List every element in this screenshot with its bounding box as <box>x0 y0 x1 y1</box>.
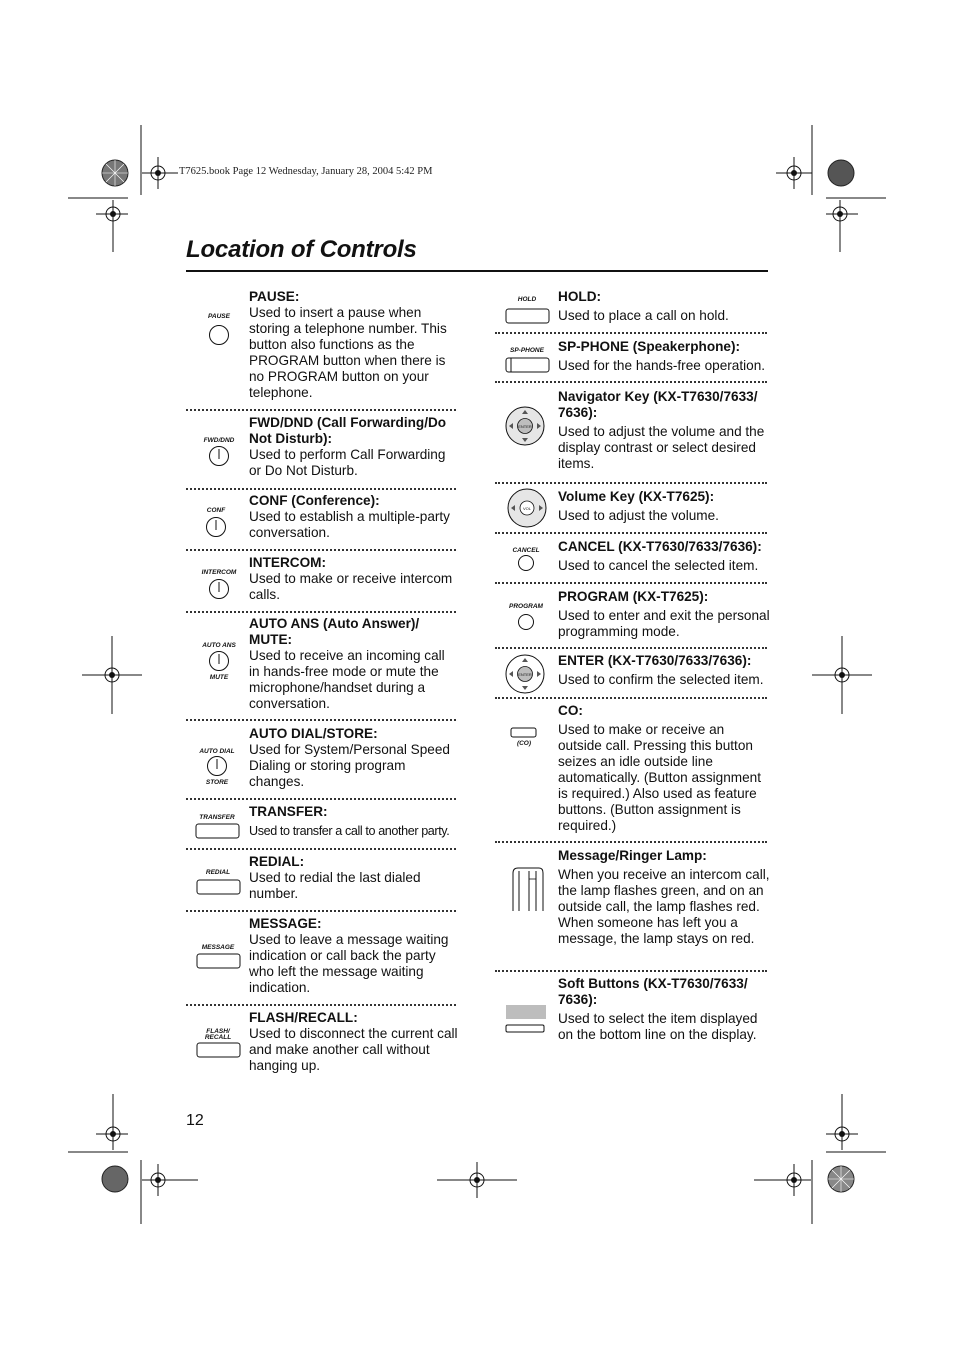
navigator-key-icon <box>505 406 549 450</box>
page-title: Location of Controls <box>186 236 417 263</box>
control-name: Volume Key (KX-T7625): <box>558 489 715 504</box>
control-description: Used to receive an incoming call in hands-free mode or mute the microphone/handset during a conversation. <box>249 648 445 711</box>
svg-text:ENTER: ENTER <box>518 672 532 677</box>
control-name: CONF (Conference): <box>249 493 380 508</box>
control-description: Used to establish a multiple-party conversation. <box>249 509 450 540</box>
title-rule <box>186 270 768 272</box>
svg-text:VOL: VOL <box>522 506 532 511</box>
control-name: TRANSFER: <box>249 804 328 819</box>
control-entry-message-ringer-lamp <box>495 847 770 965</box>
svg-text:MUTE: MUTE <box>209 674 229 681</box>
control-entry-intercom <box>186 554 458 610</box>
control-name: HOLD: <box>558 289 602 304</box>
control-name: PAUSE: <box>249 289 300 304</box>
control-description: Used for the hands-free operation. <box>558 358 766 373</box>
svg-text:PROGRAM: PROGRAM <box>509 603 543 610</box>
control-entry-volume-key <box>495 488 770 530</box>
control-name: Soft Buttons (KX-T7630/7633/ 7636): <box>558 976 748 1007</box>
svg-text:(CO): (CO) <box>516 740 532 747</box>
control-description: Used to redial the last dialed number. <box>249 870 421 901</box>
svg-text:CONF: CONF <box>206 507 226 514</box>
control-entry-fwd-dnd <box>186 414 458 484</box>
dotted-separator <box>495 381 767 383</box>
control-entry-sp-phone <box>495 338 770 380</box>
control-entry-message <box>186 915 458 1003</box>
message-button-icon <box>194 941 244 973</box>
control-description: When you receive an intercom call, the lamp flashes green, and on an outside call, the lamp flashes red. When someone has left you a message, the lamp stays on red. <box>558 867 770 946</box>
program-button-icon <box>505 600 549 634</box>
control-name: INTERCOM: <box>249 555 327 570</box>
dotted-separator <box>495 532 767 534</box>
control-name: REDIAL: <box>249 854 305 869</box>
dotted-separator <box>495 582 767 584</box>
control-entry-auto-dial-store <box>186 725 458 797</box>
control-entry-co <box>495 702 770 838</box>
svg-text:FLASH/: FLASH/ <box>206 1028 230 1035</box>
registration-crosshair-icon <box>776 155 816 191</box>
control-description: Used to leave a message waiting indication or call back the party who left the message waiting indication. <box>249 932 449 995</box>
auto-dial-store-button-icon <box>196 745 242 791</box>
dotted-separator <box>186 611 456 613</box>
svg-text:SP-PHONE: SP-PHONE <box>510 347 544 354</box>
svg-text:HOLD: HOLD <box>517 296 537 303</box>
registration-crosshair-icon <box>826 196 886 256</box>
redial-button-icon <box>194 866 244 898</box>
svg-text:AUTO DIAL: AUTO DIAL <box>199 748 235 755</box>
svg-text:REDIAL: REDIAL <box>205 869 231 876</box>
registration-crosshair-icon <box>140 155 180 191</box>
svg-text:CANCEL: CANCEL <box>512 547 540 554</box>
control-name: MESSAGE: <box>249 916 322 931</box>
control-entry-navigator-key <box>495 388 770 480</box>
dotted-separator <box>495 697 767 699</box>
registration-crosshair-icon <box>68 196 128 256</box>
color-registration-disc-icon <box>99 157 131 189</box>
control-description: Used to make or receive intercom calls. <box>249 571 453 602</box>
transfer-button-icon <box>194 811 244 843</box>
control-entry-auto-ans-mute <box>186 615 458 719</box>
dotted-separator <box>186 409 456 411</box>
control-description: Used to transfer a call to another party. <box>249 824 450 838</box>
dotted-separator <box>186 1004 456 1006</box>
control-description: Used to perform Call Forwarding or Do Not Disturb. <box>249 447 446 478</box>
control-entry-soft-buttons <box>495 975 770 1051</box>
enter-key-icon <box>505 654 549 698</box>
registration-crosshair-icon <box>138 1160 200 1224</box>
pause-button-icon <box>196 310 242 350</box>
page-number: 12 <box>186 1112 204 1129</box>
dotted-separator <box>186 798 456 800</box>
dotted-separator <box>495 482 767 484</box>
control-description: Used to adjust the volume and the display contrast or select desired items. <box>558 424 765 471</box>
control-description: Used to confirm the selected item. <box>558 672 764 687</box>
auto-ans-mute-button-icon <box>196 637 242 683</box>
control-name: ENTER (KX-T7630/7633/7636): <box>558 653 752 668</box>
conf-button-icon <box>196 504 242 540</box>
registration-crosshair-icon <box>82 636 142 714</box>
color-registration-disc-icon <box>825 1163 857 1195</box>
control-name: CANCEL (KX-T7630/7633/7636): <box>558 539 762 554</box>
header-line: T7625.book Page 12 Wednesday, January 28, 2004 5:42 PM <box>179 166 433 177</box>
svg-text:PAUSE: PAUSE <box>208 313 230 320</box>
registration-crosshair-icon <box>437 1160 517 1200</box>
svg-text:STORE: STORE <box>205 779 229 786</box>
crop-mark-icon <box>811 125 815 195</box>
color-registration-disc-icon <box>825 157 857 189</box>
svg-text:ENTER: ENTER <box>518 424 532 429</box>
cancel-button-icon <box>505 544 549 574</box>
control-entry-pause <box>186 288 458 408</box>
dotted-separator <box>495 332 767 334</box>
registration-crosshair-icon <box>826 1094 886 1154</box>
dotted-separator <box>186 848 456 850</box>
sp-phone-button-icon <box>503 344 557 378</box>
control-name: SP-PHONE (Speakerphone): <box>558 339 741 354</box>
dotted-separator <box>186 488 456 490</box>
fwd-dnd-button-icon <box>196 434 242 470</box>
dotted-separator <box>495 970 767 972</box>
svg-text:FWD/DND: FWD/DND <box>203 437 235 444</box>
dotted-separator <box>186 910 456 912</box>
control-name: AUTO DIAL/STORE: <box>249 726 378 741</box>
svg-text:INTERCOM: INTERCOM <box>201 569 237 576</box>
control-entry-cancel <box>495 538 770 580</box>
control-description: Used to adjust the volume. <box>558 508 719 523</box>
control-name: Message/Ringer Lamp: <box>558 848 707 863</box>
dotted-separator <box>495 647 767 649</box>
control-entry-redial <box>186 853 458 909</box>
co-button-icon <box>507 726 547 750</box>
control-name: PROGRAM (KX-T7625): <box>558 589 709 604</box>
control-entry-program <box>495 588 770 646</box>
dotted-separator <box>186 549 456 551</box>
control-description: Used for System/Personal Speed Dialing or storing program changes. <box>249 742 450 789</box>
svg-text:MESSAGE: MESSAGE <box>201 944 235 951</box>
control-entry-hold <box>495 288 770 330</box>
control-entry-conf <box>186 492 458 548</box>
control-name: FWD/DND (Call Forwarding/Do Not Disturb): <box>249 415 447 446</box>
control-description: Used to make or receive an outside call. Pressing this button seizes an idle outside line automatically. (Button assignment is required.) Also used as feature buttons. (Button assignment is required.) <box>558 722 761 833</box>
svg-text:AUTO ANS: AUTO ANS <box>202 642 236 649</box>
control-description: Used to select the item displayed on the bottom line on the display. <box>558 1011 758 1042</box>
control-name: CO: <box>558 703 583 718</box>
soft-buttons-icon <box>504 1003 550 1037</box>
intercom-button-icon <box>196 566 242 602</box>
registration-crosshair-icon <box>812 636 872 714</box>
svg-text:RECALL: RECALL <box>204 1034 232 1041</box>
control-description: Used to place a call on hold. <box>558 308 729 323</box>
control-description: Used to insert a pause when storing a telephone number. This button also functions as the PROGRAM button when there is no PROGRAM button on your telephone. <box>249 305 447 400</box>
control-description: Used to cancel the selected item. <box>558 558 759 573</box>
message-ringer-lamp-icon <box>509 865 549 915</box>
dotted-separator <box>186 719 456 721</box>
flash-recall-button-icon <box>194 1027 244 1063</box>
control-name: FLASH/RECALL: <box>249 1010 358 1025</box>
control-name: Navigator Key (KX-T7630/7633/ 7636): <box>558 389 758 420</box>
control-description: Used to enter and exit the personal programming mode. <box>558 608 770 639</box>
hold-button-icon <box>503 293 553 327</box>
dotted-separator <box>495 841 767 843</box>
control-entry-flash-recall <box>186 1009 458 1079</box>
control-name: AUTO ANS (Auto Answer)/ MUTE: <box>249 616 420 647</box>
registration-crosshair-icon <box>68 1094 128 1154</box>
registration-crosshair-icon <box>754 1160 816 1224</box>
control-description: Used to disconnect the current call and make another call without hanging up. <box>249 1026 458 1073</box>
volume-key-icon <box>507 488 551 532</box>
control-entry-enter <box>495 652 770 698</box>
color-registration-disc-icon <box>99 1163 131 1195</box>
svg-text:TRANSFER: TRANSFER <box>199 814 235 821</box>
control-entry-transfer <box>186 803 462 847</box>
